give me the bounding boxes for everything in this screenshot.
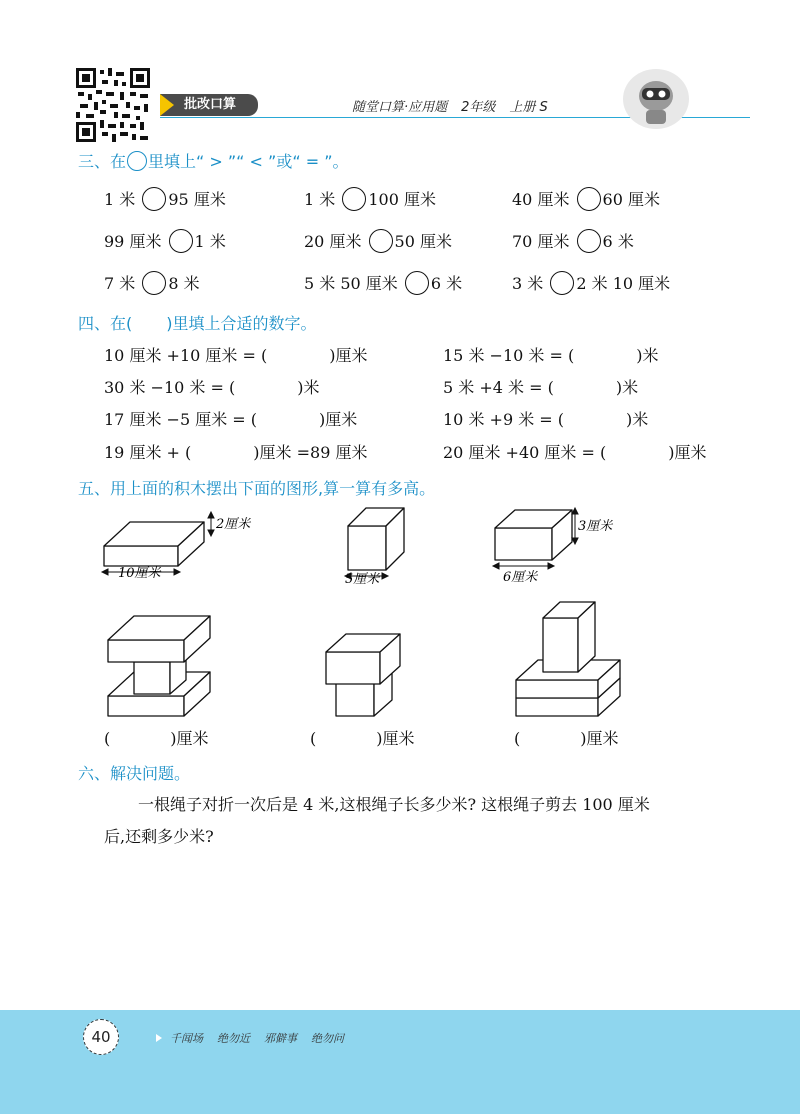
section-3-title: 三、在 里填上“ > ”“ < ”或“ = ”。 [78,152,349,171]
compare-item: 3 米 2 米 10 厘米 [512,271,670,297]
header-title: 随堂口算·应用题 2年级 上册 S [352,100,548,115]
answer-item: ( )厘米 [104,729,209,748]
block-flat-10cm [104,522,204,566]
dim-label: 10厘米 [118,566,161,581]
problem-text-line-2: 后,还剩多少米? [104,827,214,846]
dim-label: 5厘米 [345,572,380,587]
dim-label: 2厘米 [216,517,251,532]
compare-item: 40 厘米 60 厘米 [512,187,660,213]
compare-item: 7 米 8 米 [104,271,200,297]
page-number: 40 [83,1019,119,1055]
compare-item: 20 厘米 50 厘米 [304,229,452,255]
block-cube-5cm [348,508,404,570]
dim-label: 6厘米 [503,570,538,585]
compare-item: 5 米 50 厘米 6 米 [304,271,462,297]
fill-item: 15 米 −10 米 = ( )米 [443,346,659,365]
triangle-icon [156,1034,162,1042]
compare-item: 1 米 95 厘米 [104,187,226,213]
fill-item: 19 厘米 + ( )厘米 =89 厘米 [104,443,368,462]
block-box-6cm [495,510,572,560]
fill-item: 5 米 +4 米 = ( )米 [443,378,639,397]
footer-band [0,1010,800,1114]
stack-3 [516,602,620,716]
compare-item: 1 米 100 厘米 [304,187,436,213]
section-6-title: 六、解决问题。 [78,764,191,783]
fill-item: 10 厘米 +10 厘米 = ( )厘米 [104,346,368,365]
compare-item: 70 厘米 6 米 [512,229,634,255]
fill-item: 10 米 +9 米 = ( )米 [443,410,649,429]
compare-item: 99 厘米 1 米 [104,229,226,255]
section-4-title: 四、在( )里填上合适的数字。 [78,314,317,333]
problem-text-line-1: 一根绳子对折一次后是 4 米,这根绳子长多少米? 这根绳子剪去 100 厘米 [138,795,650,814]
footer-motto: 千闻场 绝勿近 邪僻事 绝勿问 [156,1030,358,1046]
section-5-title: 五、用上面的积木摆出下面的图形,算一算有多高。 [78,479,436,498]
answer-item: ( )厘米 [514,729,619,748]
fill-item: 20 厘米 +40 厘米 = ( )厘米 [443,443,707,462]
answer-item: ( )厘米 [310,729,415,748]
stack-1 [108,616,210,716]
dim-label: 3厘米 [578,519,613,534]
stack-2 [326,634,400,716]
fill-item: 30 米 −10 米 = ( )米 [104,378,320,397]
fill-item: 17 厘米 −5 厘米 = ( )厘米 [104,410,358,429]
section-tag: 批改口算 [160,94,258,116]
